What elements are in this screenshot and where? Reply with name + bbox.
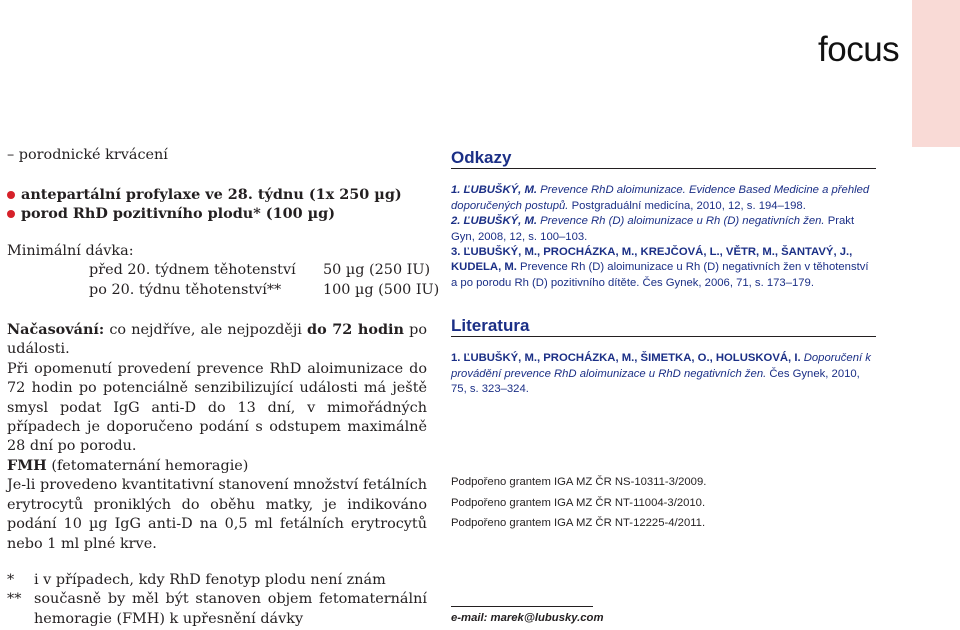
footnote-text: i v případech, kdy RhD fenotyp plodu není znám bbox=[34, 572, 386, 588]
dose-label: po 20. týdnu těhotenství** bbox=[89, 281, 282, 298]
dose-value: 50 µg (250 IU) bbox=[323, 262, 431, 279]
footnote-mark: ** bbox=[7, 591, 22, 608]
timing-label: Načasování: bbox=[7, 321, 105, 338]
bullet-list bbox=[7, 185, 427, 224]
fmh-text: Je-li provedeno kvantitativní stanovení množství fetálních erytrocytů proniklých do oběhu matky, je indikováno podání 10 µg IgG anti-D na 0,5 ml fetálních erytrocytů nebo 1 ml plné krve. bbox=[7, 477, 427, 552]
odkazy-list bbox=[451, 183, 876, 291]
reference-source: Postgraduální medicína, 2010, 12, s. 194–198. bbox=[568, 199, 806, 212]
fmh-block bbox=[7, 456, 427, 554]
dose-row bbox=[7, 281, 440, 300]
reference-source: Prakt Gyn, 2008, 12, s. 100–103. bbox=[451, 215, 855, 243]
intro-line-block bbox=[7, 146, 427, 165]
dose-label: před 20. týdnem těhotenství bbox=[89, 262, 296, 279]
bullet-item: antepartální profylaxe ve 28. týdnu (1x 250 µg) bbox=[7, 185, 427, 204]
reference-item bbox=[451, 183, 876, 214]
notes-block bbox=[7, 571, 427, 629]
reference-item bbox=[451, 245, 876, 291]
reference-authors: 3. ĽUBUŠKÝ, M., PROCHÁZKA, M., KREJČOVÁ, L., VĚTR, M., ŠANTAVÝ, J., KUDELA, M. bbox=[451, 246, 853, 274]
literatura-section bbox=[451, 318, 876, 398]
footnote bbox=[7, 571, 427, 590]
timing-block bbox=[7, 320, 427, 457]
odkazy-section bbox=[451, 150, 876, 291]
literatura-title: Literatura bbox=[451, 318, 876, 337]
reference-source: Čes Gynek, 2010, 75, s. 323–324. bbox=[451, 367, 860, 396]
reference-title: Prevence RhD aloimunizace. Evidence Based Medicine a přehled doporučených postupů. bbox=[451, 184, 870, 212]
reference-authors: 1. ĽUBUŠKÝ, M. bbox=[451, 184, 537, 197]
fmh-abbr: FMH bbox=[7, 457, 47, 474]
reference-title: Prevence Rh (D) aloimunizace u Rh (D) negativních žen v těhotenství a po porodu Rh (D) pozitivního dítěte. bbox=[451, 261, 869, 289]
fmh-expansion: (fetomaternání hemoragie) bbox=[46, 458, 249, 474]
email-link[interactable]: e-mail: marek@lubusky.com bbox=[451, 612, 604, 624]
reference-item bbox=[451, 214, 876, 245]
timing-text-b: po události. bbox=[7, 322, 427, 358]
footnote-mark: * bbox=[7, 572, 15, 588]
literatura-list bbox=[451, 351, 876, 397]
timing-text-a: co nejdříve, ale nejpozději bbox=[104, 322, 308, 338]
omission-paragraph: Při opomenutí provedení prevence RhD aloimunizace do 72 hodin po potenciálně senzibilizující události má ještě smysl podat IgG anti-D do 13 dní, v mimořádných případech je doporučeno podání s odstupem maximálně 28 dní po porodu. bbox=[7, 360, 427, 455]
section-tab-bar bbox=[912, 0, 960, 147]
reference-source: Čes Gynek, 2006, 71, s. 173–179. bbox=[639, 276, 814, 289]
grant-line: Podpořeno grantem IGA MZ ČR NT-12225-4/2011. bbox=[451, 517, 706, 529]
min-dose-title: Minimální dávka: bbox=[7, 243, 134, 259]
dose-value: 100 µg (500 IU) bbox=[323, 281, 440, 298]
footnote-text: současně by měl být stanoven objem fetomaternální hemoragie (FMH) k upřesnění dávky bbox=[34, 591, 427, 627]
reference-title: Prevence Rh (D) aloimunizace u Rh (D) negativních žen. bbox=[537, 215, 825, 228]
reference-item bbox=[451, 351, 876, 397]
grant-line: Podpořeno grantem IGA MZ ČR NS-10311-3/2009. bbox=[451, 476, 707, 488]
timing-emphasis: do 72 hodin bbox=[307, 321, 404, 338]
section-tag: focus bbox=[818, 30, 900, 69]
min-dose-block bbox=[7, 242, 440, 300]
timing-paragraph bbox=[7, 320, 427, 360]
intro-line: – porodnické krvácení bbox=[7, 147, 168, 163]
fmh-heading bbox=[7, 456, 427, 476]
bullet-item: porod RhD pozitivního plodu* (100 µg) bbox=[7, 204, 427, 223]
reference-authors: 2. ĽUBUŠKÝ, M. bbox=[451, 215, 537, 228]
reference-authors: 1. ĽUBUŠKÝ, M., PROCHÁZKA, M., ŠIMETKA, O., HOLUSKOVÁ, I. bbox=[451, 352, 801, 365]
grant-line: Podpořeno grantem IGA MZ ČR NT-11004-3/2010. bbox=[451, 496, 706, 509]
reference-title: Doporučení k provádění prevence RhD aloimunizace u RhD negativních žen. bbox=[451, 352, 871, 380]
footnote bbox=[7, 590, 427, 629]
email-divider bbox=[451, 606, 593, 607]
grants-block bbox=[451, 472, 876, 534]
odkazy-title: Odkazy bbox=[451, 150, 876, 169]
dose-row bbox=[7, 261, 431, 280]
